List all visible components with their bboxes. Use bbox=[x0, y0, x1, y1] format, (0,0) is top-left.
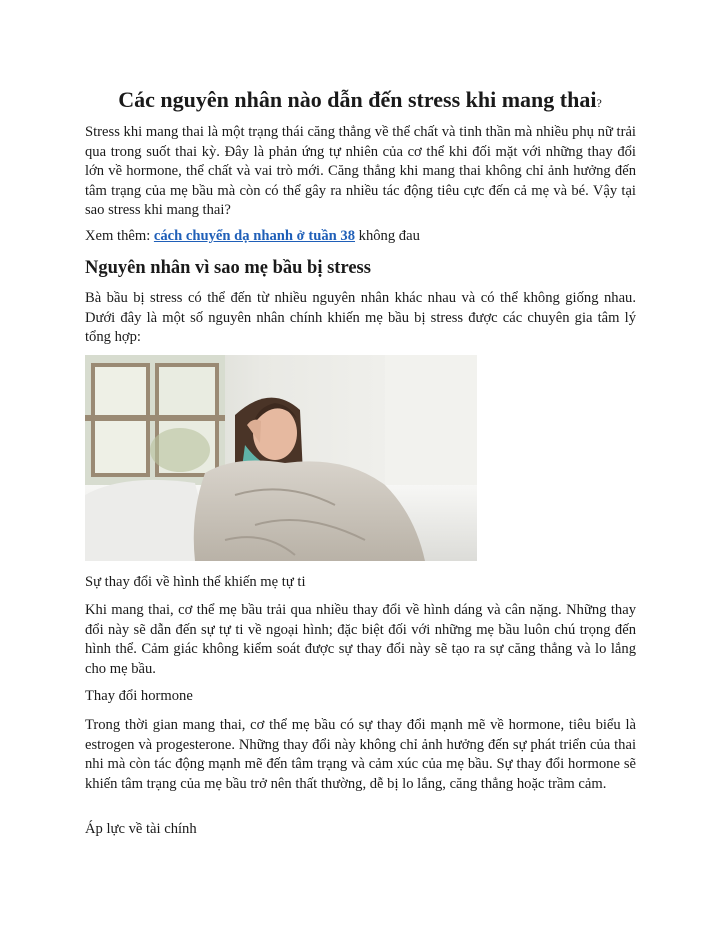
cause-1-paragraph: Khi mang thai, cơ thể mẹ bầu trải qua nhiều thay đổi về hình dáng và cân nặng. Những thay đổi này sẽ dẫn đến sự tự ti về ngoại hình; đặc biệt đối với những mẹ bầu luôn chú trọng đến hình thể. Cảm giác không kiểm soát được sự thay đổi này sẽ tạo ra sự căng thẳng và lo lắng cho mẹ bầu. bbox=[85, 602, 636, 677]
see-also-prefix: Xem thêm: bbox=[85, 228, 154, 244]
article-title-question-mark: ? bbox=[596, 96, 602, 110]
cause-3-heading: Áp lực về tài chính bbox=[85, 821, 197, 837]
article-title bbox=[60, 86, 660, 117]
cause-2-heading: Thay đổi hormone bbox=[85, 688, 193, 704]
section-heading: Nguyên nhân vì sao mẹ bầu bị stress bbox=[85, 258, 371, 278]
section-intro-paragraph: Bà bầu bị stress có thể đến từ nhiều nguyên nhân khác nhau và có thể không giống nhau. Dưới đây là một số nguyên nhân chính khiến mẹ bầu bị stress được các chuyên gia tâm lý tổng hợp: bbox=[85, 290, 636, 346]
see-also-line bbox=[85, 227, 636, 247]
cause-2-paragraph: Trong thời gian mang thai, cơ thể mẹ bầu có sự thay đổi mạnh mẽ về hormone, tiêu biểu là estrogen và progesterone. Những thay đổi này không chỉ ảnh hưởng đến sự phát triển của thai nhi mà còn tác động mạnh mẽ đến tâm trạng và cảm xúc của mẹ bầu. Sự thay đổi hormone sẽ khiến tâm trạng của mẹ bầu trở nên thất thường, dễ bị lo lắng, căng thẳng hoặc trầm cảm. bbox=[85, 717, 636, 792]
see-also-link[interactable]: cách chuyển dạ nhanh ở tuần 38 bbox=[153, 228, 356, 244]
cause-1-heading: Sự thay đổi về hình thể khiến mẹ tự ti bbox=[85, 574, 306, 590]
intro-paragraph: Stress khi mang thai là một trạng thái căng thẳng về thể chất và tinh thần mà nhiều phụ nữ trải qua trong suốt thai kỳ. Đây là phản ứng tự nhiên của cơ thể khi đối mặt với những thay đổi lớn về hormone, thể chất và vai trò mới. Căng thẳng khi mang thai không chỉ ảnh hưởng đến tâm trạng của mẹ bầu mà còn có thể gây ra nhiều tác động tiêu cực đến cả mẹ và bé. Vậy tại sao stress khi mang thai? bbox=[85, 124, 636, 219]
article-title-text: Các nguyên nhân nào dẫn đến stress khi mang thai bbox=[118, 87, 597, 112]
see-also-suffix: không đau bbox=[355, 228, 420, 244]
pregnant-woman-photo bbox=[85, 355, 477, 561]
